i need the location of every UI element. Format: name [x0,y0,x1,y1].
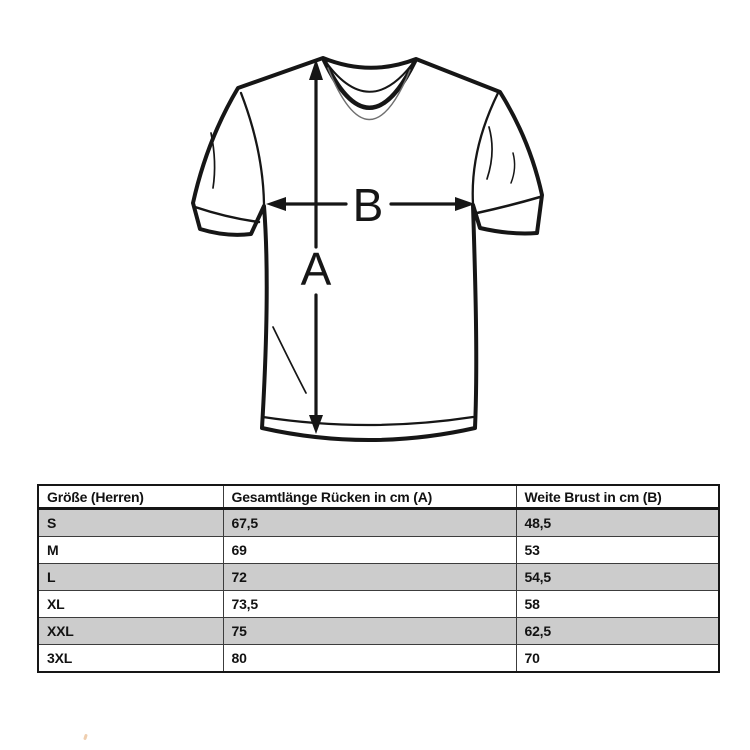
cell-back-length: 75 [223,618,516,645]
cell-chest-width: 48,5 [516,509,719,537]
cell-size: XL [38,591,223,618]
header-row [38,485,719,509]
label-a: A [300,243,332,295]
table-row-m [38,537,719,564]
cell-size: XXL [38,618,223,645]
col-header-back-length: Gesamtlänge Rücken in cm (A) [223,485,516,509]
stray-mark [83,734,88,741]
cell-chest-width: 58 [516,591,719,618]
cell-size: S [38,509,223,537]
table-row-l [38,564,719,591]
cell-chest-width: 53 [516,537,719,564]
size-table-container [37,484,718,673]
table-row-xxl [38,618,719,645]
cell-back-length: 80 [223,645,516,673]
cell-chest-width: 70 [516,645,719,673]
cell-size: M [38,537,223,564]
cell-back-length: 73,5 [223,591,516,618]
table-row-3xl [38,645,719,673]
tshirt-outline [193,58,542,440]
cell-size: L [38,564,223,591]
label-b: B [352,179,384,231]
cell-chest-width: 62,5 [516,618,719,645]
size-table [37,484,720,673]
cell-back-length: 72 [223,564,516,591]
col-header-size: Größe (Herren) [38,485,223,509]
table-row-xl [38,591,719,618]
cell-size: 3XL [38,645,223,673]
table-row-s [38,509,719,537]
col-header-chest-width: Weite Brust in cm (B) [516,485,719,509]
cell-back-length: 67,5 [223,509,516,537]
cell-chest-width: 54,5 [516,564,719,591]
cell-back-length: 69 [223,537,516,564]
